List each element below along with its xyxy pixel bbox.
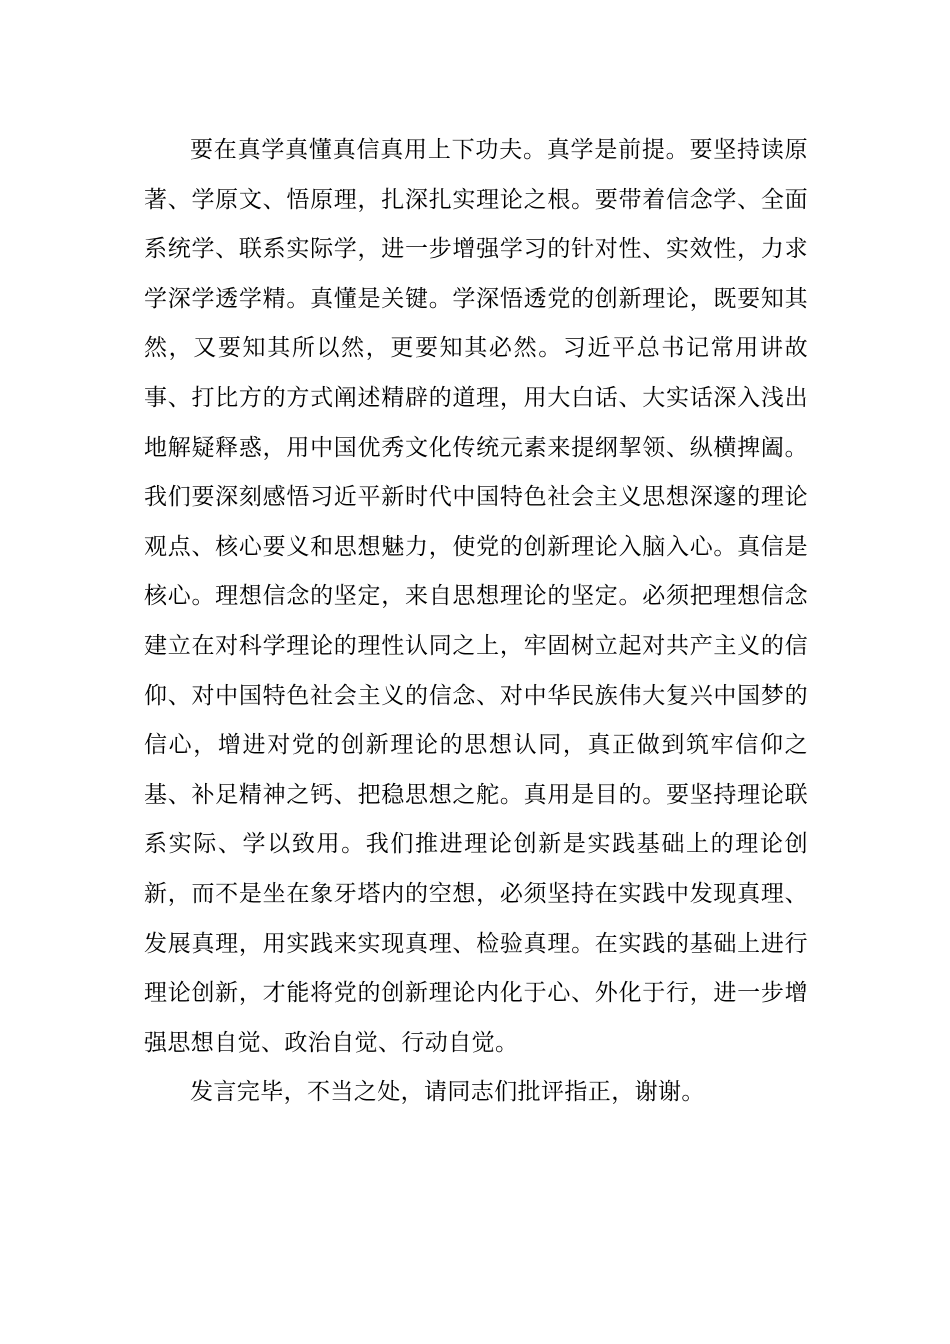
paragraph-main: 要在真学真懂真信真用上下功夫。真学是前提。要坚持读原著、学原文、悟原理，扎深扎实理论之根。要带着信念学、全面系统学、联系实际学，进一步增强学习的针对性、实效性，力求学深学透学精。真懂是关键。学深悟透党的创新理论，既要知其然，又要知其所以然，更要知其必然。习近平总书记常用讲故事、打比方的方式阐述精辟的道理，用大白话、大实话深入浅出地解疑释惑，用中国优秀文化传统元素来提纲挈领、纵横捭阖。我们要深刻感悟习近平新时代中国特色社会主义思想深邃的理论观点、核心要义和思想魅力，使党的创新理论入脑入心。真信是核心。理想信念的坚定，来自思想理论的坚定。必须把理想信念建立在对科学理论的理性认同之上，牢固树立起对共产主义的信仰、对中国特色社会主义的信念、对中华民族伟大复兴中国梦的信心，增进对党的创新理论的思想认同，真正做到筑牢信仰之基、补足精神之钙、把稳思想之舵。真用是目的。要坚持理论联系实际、学以致用。我们推进理论创新是实践基础上的理论创新，而不是坐在象牙塔内的空想，必须坚持在实践中发现真理、发展真理，用实践来实现真理、检验真理。在实践的基础上进行理论创新，才能将党的创新理论内化于心、外化于行，进一步增强思想自觉、政治自觉、行动自觉。 bbox=[144, 137, 808, 1056]
paragraph-closing: 发言完毕，不当之处，请同志们批评指正，谢谢。 bbox=[190, 1079, 705, 1106]
document-body bbox=[144, 126, 808, 1118]
